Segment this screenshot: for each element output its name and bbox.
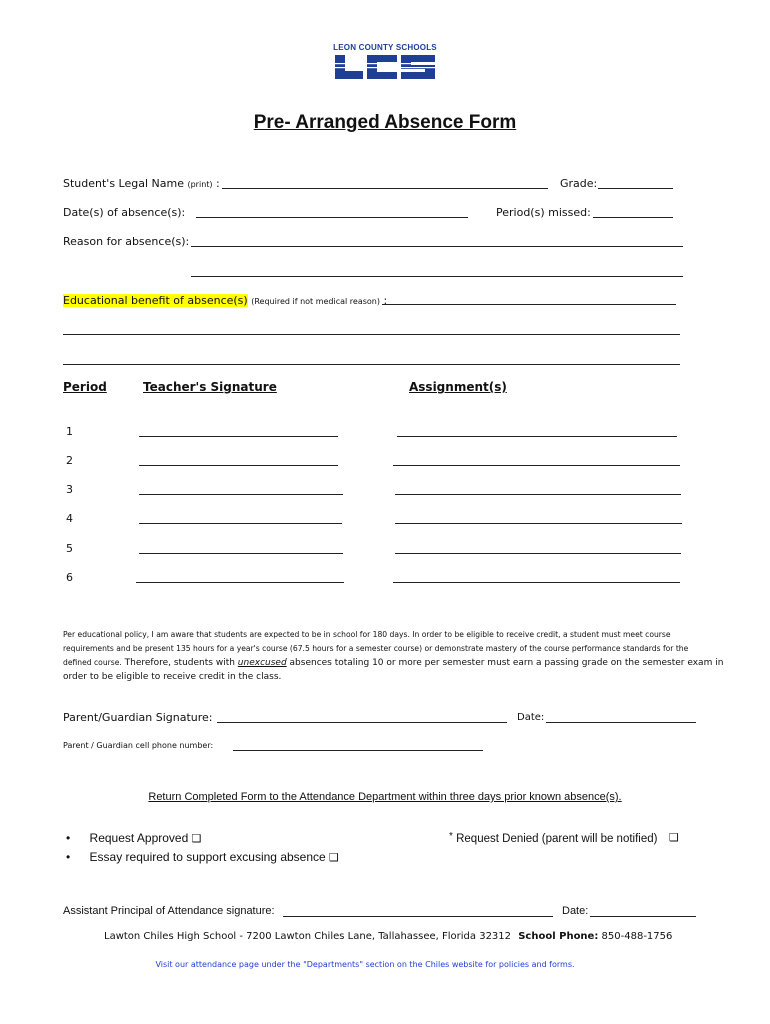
checkbox-icon[interactable]: ❑	[191, 832, 202, 845]
assignment-field[interactable]	[395, 523, 682, 524]
student-name-field[interactable]	[222, 188, 548, 189]
assignment-header: Assignment(s)	[409, 380, 507, 394]
bullet-icon: •	[66, 831, 71, 845]
name-colon: :	[216, 177, 220, 190]
policy-line: requirements and be present 135 hours for a year's course (67.5 hours for a semester course) or demonstrate mastery of the course performance standards for the	[63, 644, 689, 653]
dates-field[interactable]	[196, 217, 468, 218]
school-address: Lawton Chiles High School - 7200 Lawton Chiles Lane, Tallahassee, Florida 32312	[104, 931, 512, 942]
school-phone-label: School Phone:	[518, 931, 599, 942]
policy-small: defined course.	[63, 658, 122, 667]
grade-field[interactable]	[598, 188, 673, 189]
period-number: 5	[66, 542, 73, 555]
footer-contact	[104, 931, 672, 942]
guardian-phone-field[interactable]	[233, 750, 483, 751]
request-denied-option[interactable]	[449, 831, 657, 845]
request-approved-option[interactable]	[66, 831, 202, 845]
guardian-signature-label: Parent/Guardian Signature:	[63, 711, 213, 724]
grade-label: Grade:	[560, 177, 598, 190]
benefit-colon: :	[383, 294, 388, 307]
benefit-row	[63, 294, 387, 307]
request-approved-label: Request Approved	[89, 831, 189, 845]
form-title: Pre- Arranged Absence Form	[253, 112, 517, 133]
policy-line	[63, 656, 723, 670]
teacher-signature-field[interactable]	[139, 436, 338, 437]
policy-text: absences totaling 10 or more per semester must earn a passing grade on the semester exam in	[286, 658, 724, 668]
student-name-row	[63, 177, 220, 190]
student-name-label: Student's Legal Name	[63, 177, 184, 190]
teacher-signature-field[interactable]	[139, 523, 342, 524]
period-number: 4	[66, 512, 73, 525]
reason-field-2[interactable]	[191, 276, 683, 277]
policy-line: Per educational policy, I am aware that students are expected to be in school for 180 days. In order to be eligible to receive credit, a student must meet course	[63, 630, 671, 639]
period-number: 3	[66, 483, 73, 496]
teacher-signature-field[interactable]	[136, 582, 344, 583]
period-header: Period	[63, 380, 107, 394]
request-denied-label: Request Denied (parent will be notified)	[456, 833, 658, 845]
benefit-field-1[interactable]	[382, 304, 676, 305]
period-number: 1	[66, 425, 73, 438]
print-note: (print)	[187, 180, 213, 189]
policy-line: order to be eligible to receive credit in the class.	[63, 672, 282, 682]
logo-text: LEON COUNTY SCHOOLS	[333, 43, 437, 52]
attendance-page-link[interactable]: Visit our attendance page under the "Departments" section on the Chiles website for policies and forms.	[155, 960, 575, 969]
school-phone: 850-488-1756	[601, 931, 673, 942]
ap-date-label: Date:	[562, 905, 589, 917]
ap-signature-label: Assistant Principal of Attendance signature:	[63, 905, 275, 917]
asterisk-icon: *	[449, 831, 453, 842]
assignment-field[interactable]	[393, 465, 680, 466]
policy-paragraph	[63, 628, 723, 684]
benefit-field-2[interactable]	[63, 334, 680, 335]
ap-date-field[interactable]	[590, 916, 696, 917]
school-logo	[333, 43, 437, 81]
dates-label: Date(s) of absence(s):	[63, 206, 186, 219]
guardian-signature-field[interactable]	[217, 722, 507, 723]
teacher-signature-field[interactable]	[139, 465, 338, 466]
period-number: 6	[66, 571, 73, 584]
guardian-date-label: Date:	[517, 712, 545, 723]
period-number: 2	[66, 454, 73, 467]
teacher-signature-field[interactable]	[139, 494, 343, 495]
periods-missed-label: Period(s) missed:	[496, 206, 591, 219]
checkbox-icon[interactable]: ❑	[329, 851, 339, 864]
essay-required-option[interactable]	[66, 850, 339, 864]
unexcused-text: unexcused	[237, 658, 287, 668]
ap-signature-field[interactable]	[283, 916, 553, 917]
benefit-label: Educational benefit of absence(s)	[63, 294, 248, 307]
return-instructions: Return Completed Form to the Attendance Department within three days prior known absence(s).	[148, 791, 622, 803]
assignment-field[interactable]	[395, 494, 681, 495]
bullet-icon: •	[66, 850, 71, 864]
guardian-date-field[interactable]	[546, 722, 696, 723]
reason-field-1[interactable]	[191, 246, 683, 247]
assignment-field[interactable]	[397, 436, 677, 437]
teacher-signature-header: Teacher's Signature	[143, 380, 277, 394]
essay-required-label: Essay required to support excusing absence	[89, 850, 326, 864]
reason-label: Reason for absence(s):	[63, 235, 190, 248]
teacher-signature-field[interactable]	[139, 553, 343, 554]
guardian-phone-label: Parent / Guardian cell phone number:	[63, 741, 214, 750]
assignment-field[interactable]	[395, 553, 681, 554]
benefit-note: (Required if not medical reason)	[251, 297, 380, 306]
lcs-logo-mark	[333, 53, 437, 81]
benefit-field-3[interactable]	[63, 364, 680, 365]
policy-text: Therefore, students with	[121, 658, 238, 668]
assignment-field[interactable]	[393, 582, 680, 583]
denied-checkbox-icon[interactable]: ❑	[669, 831, 679, 844]
periods-missed-field[interactable]	[593, 217, 673, 218]
